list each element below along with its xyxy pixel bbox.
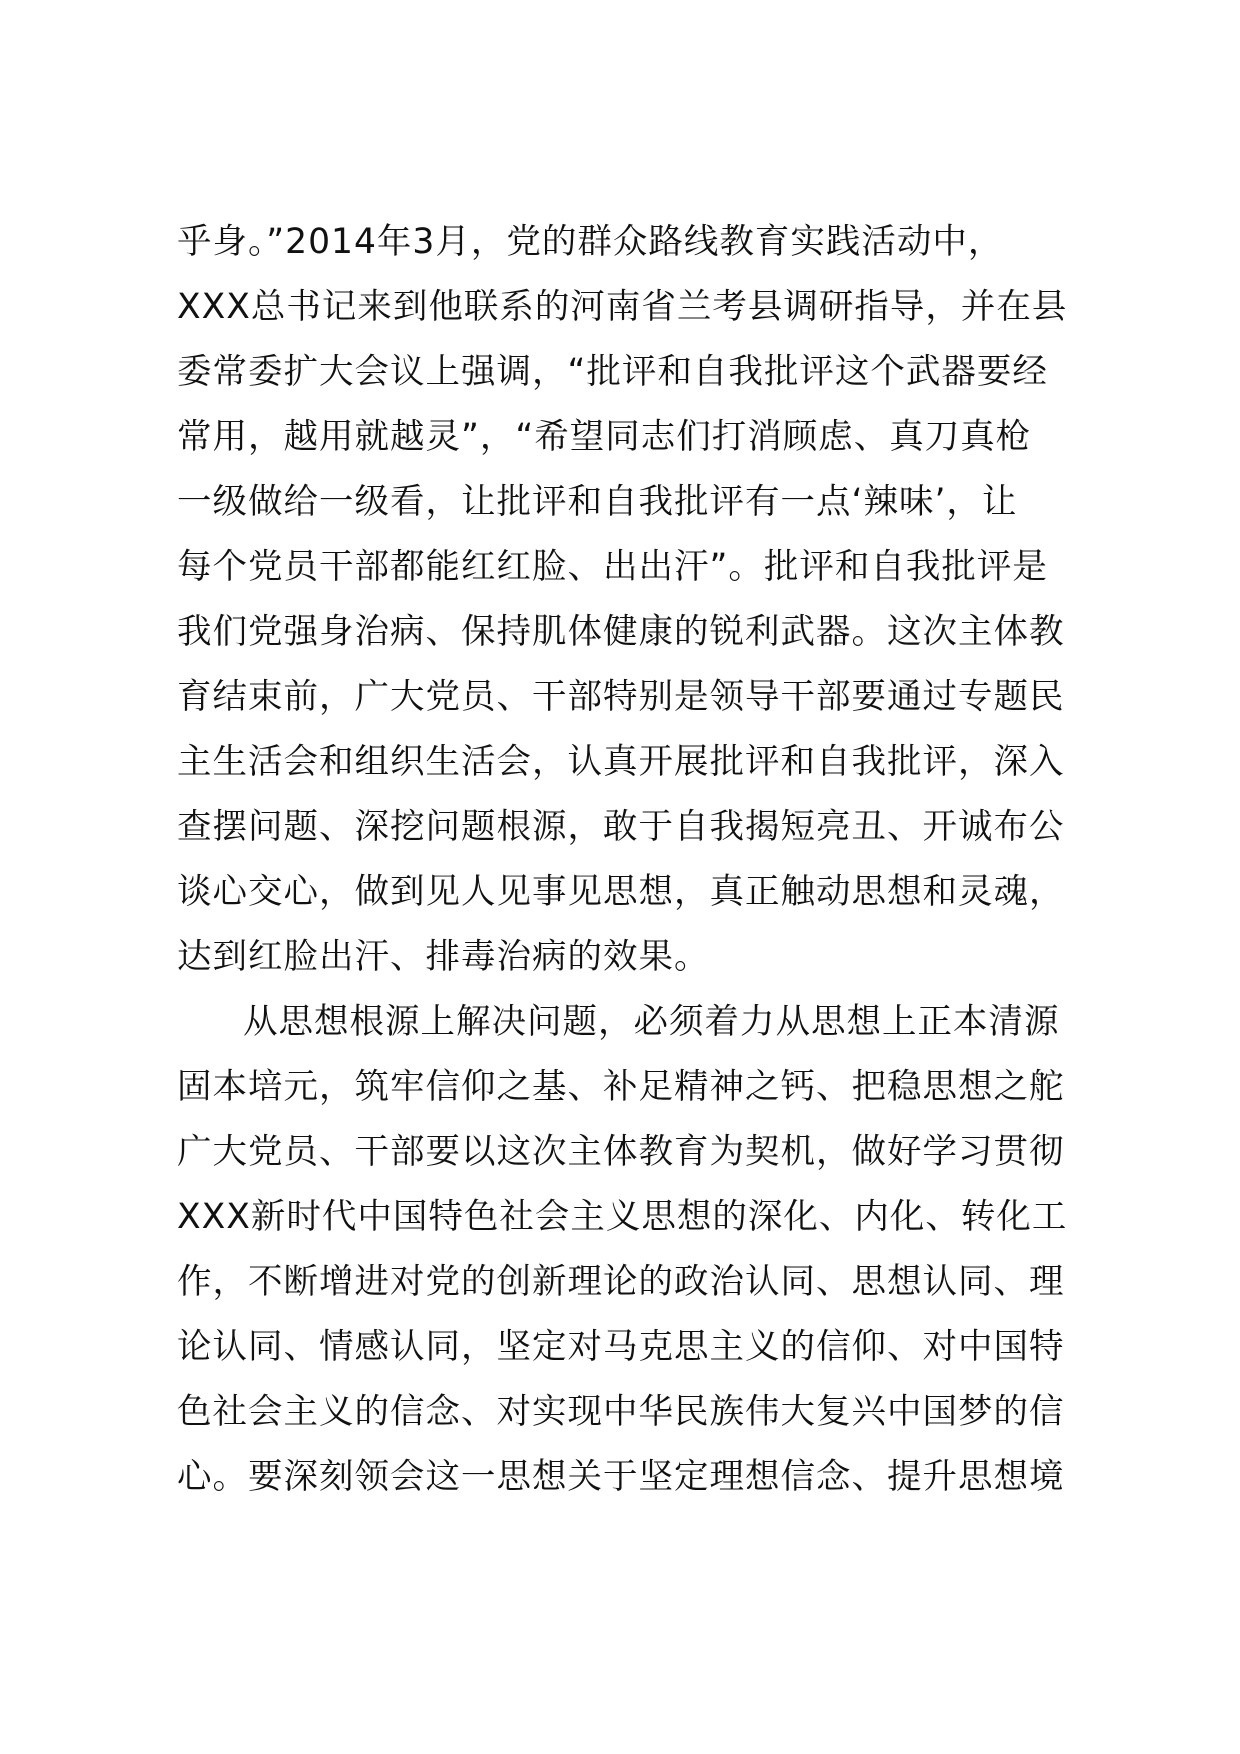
text-line: 固本培元，筑牢信仰之基、补足精神之钙、把稳思想之舵 (177, 1067, 1065, 1107)
text-line: 作，不断增进对党的创新理论的政治认同、思想认同、理 (177, 1262, 1065, 1302)
text-line: 常用，越用就越灵”，“希望同志们打消顾虑、真刀真枪 (177, 417, 1032, 457)
text-line: XXX新时代中国特色社会主义思想的深化、内化、转化工 (177, 1197, 1068, 1237)
text-line: 查摆问题、深挖问题根源，敢于自我揭短亮丑、开诚布公 (177, 807, 1065, 847)
text-line: 达到红脸出汗、排毒治病的效果。 (177, 937, 710, 977)
text-line: 色社会主义的信念、对实现中华民族伟大复兴中国梦的信 (177, 1392, 1065, 1432)
text-line: 心。要深刻领会这一思想关于坚定理想信念、提升思想境 (177, 1457, 1065, 1497)
body-text (177, 210, 1077, 1510)
text-line: 每个党员干部都能红红脸、出出汗”。批评和自我批评是 (177, 547, 1048, 587)
text-line: 主生活会和组织生活会，认真开展批评和自我批评，深入 (177, 742, 1065, 782)
text-line: 论认同、情感认同，坚定对马克思主义的信仰、对中国特 (177, 1327, 1065, 1367)
text-line: 谈心交心，做到见人见事见思想，真正触动思想和灵魂， (177, 872, 1065, 912)
text-line: 乎身。”2014年3月，党的群众路线教育实践活动中， (177, 222, 1004, 262)
text-line: 广大党员、干部要以这次主体教育为契机，做好学习贯彻 (177, 1132, 1065, 1172)
text-line: 委常委扩大会议上强调，“批评和自我批评这个武器要经 (177, 352, 1048, 392)
paragraph-start-line: 从思想根源上解决问题，必须着力从思想上正本清源 (243, 1002, 1060, 1042)
text-line: 我们党强身治病、保持肌体健康的锐利武器。这次主体教 (177, 612, 1065, 652)
text-line: 一级做给一级看，让批评和自我批评有一点‘辣味’，让 (177, 482, 1018, 522)
text-line: XXX总书记来到他联系的河南省兰考县调研指导，并在县 (177, 287, 1068, 327)
text-line: 育结束前，广大党员、干部特别是领导干部要通过专题民 (177, 677, 1065, 717)
